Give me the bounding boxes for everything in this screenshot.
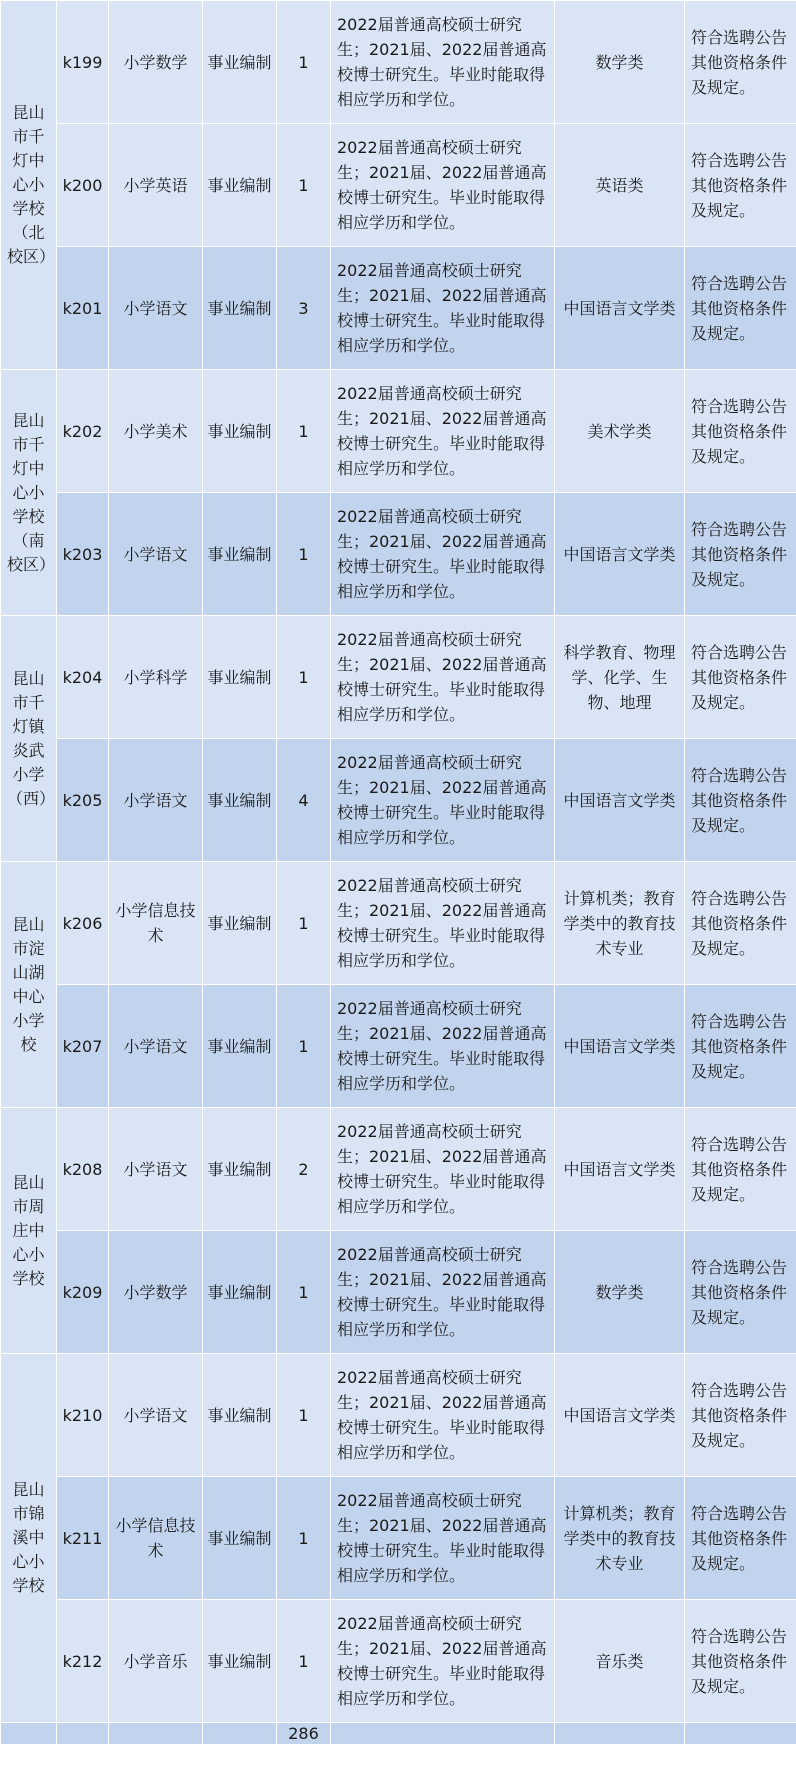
table-row xyxy=(1,1,796,124)
subject-cell: 小学数学 xyxy=(109,1231,203,1354)
education-requirement-cell: 2022届普通高校硕士研究生；2021届、2022届普通高校博士研究生。毕业时能取得相应学历和学位。 xyxy=(331,1600,555,1723)
staffing-type-cell: 事业编制 xyxy=(203,1108,277,1231)
table-row xyxy=(1,1231,796,1354)
other-conditions-cell: 符合选聘公告其他资格条件及规定。 xyxy=(685,493,796,616)
staffing-type-cell: 事业编制 xyxy=(203,1231,277,1354)
other-conditions-cell: 符合选聘公告其他资格条件及规定。 xyxy=(685,1354,796,1477)
education-requirement-cell: 2022届普通高校硕士研究生；2021届、2022届普通高校博士研究生。毕业时能取得相应学历和学位。 xyxy=(331,1,555,124)
staffing-type-cell: 事业编制 xyxy=(203,985,277,1108)
headcount-cell: 1 xyxy=(277,616,331,739)
position-code-cell: k207 xyxy=(57,985,109,1108)
school-name-cell: 昆山市千灯中心小学校（南校区） xyxy=(1,370,57,616)
headcount-cell: 1 xyxy=(277,370,331,493)
subject-cell: 小学语文 xyxy=(109,1354,203,1477)
subject-cell: 小学数学 xyxy=(109,1,203,124)
major-requirement-cell: 中国语言文学类 xyxy=(555,985,685,1108)
other-conditions-cell: 符合选聘公告其他资格条件及规定。 xyxy=(685,985,796,1108)
table-row xyxy=(1,985,796,1108)
education-requirement-cell: 2022届普通高校硕士研究生；2021届、2022届普通高校博士研究生。毕业时能取得相应学历和学位。 xyxy=(331,739,555,862)
staffing-type-cell: 事业编制 xyxy=(203,616,277,739)
education-requirement-cell: 2022届普通高校硕士研究生；2021届、2022届普通高校博士研究生。毕业时能取得相应学历和学位。 xyxy=(331,493,555,616)
headcount-cell: 1 xyxy=(277,862,331,985)
staffing-type-cell: 事业编制 xyxy=(203,1354,277,1477)
major-requirement-cell: 美术学类 xyxy=(555,370,685,493)
major-requirement-cell: 中国语言文学类 xyxy=(555,247,685,370)
total-empty-cell xyxy=(1,1723,57,1745)
table-row xyxy=(1,247,796,370)
other-conditions-cell: 符合选聘公告其他资格条件及规定。 xyxy=(685,1,796,124)
table-row xyxy=(1,1477,796,1600)
table-row xyxy=(1,1108,796,1231)
position-code-cell: k200 xyxy=(57,124,109,247)
headcount-cell: 1 xyxy=(277,985,331,1108)
staffing-type-cell: 事业编制 xyxy=(203,247,277,370)
major-requirement-cell: 科学教育、物理学、化学、生物、地理 xyxy=(555,616,685,739)
table-row xyxy=(1,370,796,493)
position-code-cell: k210 xyxy=(57,1354,109,1477)
position-code-cell: k203 xyxy=(57,493,109,616)
position-code-cell: k202 xyxy=(57,370,109,493)
headcount-cell: 1 xyxy=(277,1354,331,1477)
position-code-cell: k205 xyxy=(57,739,109,862)
subject-cell: 小学语文 xyxy=(109,247,203,370)
headcount-cell: 2 xyxy=(277,1108,331,1231)
school-name-cell: 昆山市千灯中心小学校（北校区） xyxy=(1,1,57,370)
headcount-cell: 1 xyxy=(277,1600,331,1723)
staffing-type-cell: 事业编制 xyxy=(203,862,277,985)
total-empty-cell xyxy=(57,1723,109,1745)
total-row xyxy=(1,1723,796,1745)
education-requirement-cell: 2022届普通高校硕士研究生；2021届、2022届普通高校博士研究生。毕业时能取得相应学历和学位。 xyxy=(331,616,555,739)
education-requirement-cell: 2022届普通高校硕士研究生；2021届、2022届普通高校博士研究生。毕业时能取得相应学历和学位。 xyxy=(331,1477,555,1600)
other-conditions-cell: 符合选聘公告其他资格条件及规定。 xyxy=(685,862,796,985)
school-name-cell: 昆山市淀山湖中心小学校 xyxy=(1,862,57,1108)
position-code-cell: k201 xyxy=(57,247,109,370)
position-code-cell: k206 xyxy=(57,862,109,985)
subject-cell: 小学语文 xyxy=(109,493,203,616)
subject-cell: 小学语文 xyxy=(109,1108,203,1231)
school-name-cell: 昆山市千灯镇炎武小学（西） xyxy=(1,616,57,862)
total-empty-cell xyxy=(109,1723,203,1745)
education-requirement-cell: 2022届普通高校硕士研究生；2021届、2022届普通高校博士研究生。毕业时能取得相应学历和学位。 xyxy=(331,1231,555,1354)
position-code-cell: k204 xyxy=(57,616,109,739)
other-conditions-cell: 符合选聘公告其他资格条件及规定。 xyxy=(685,1231,796,1354)
headcount-cell: 1 xyxy=(277,1477,331,1600)
other-conditions-cell: 符合选聘公告其他资格条件及规定。 xyxy=(685,1600,796,1723)
headcount-cell: 1 xyxy=(277,1231,331,1354)
major-requirement-cell: 数学类 xyxy=(555,1231,685,1354)
headcount-cell: 4 xyxy=(277,739,331,862)
education-requirement-cell: 2022届普通高校硕士研究生；2021届、2022届普通高校博士研究生。毕业时能取得相应学历和学位。 xyxy=(331,370,555,493)
major-requirement-cell: 中国语言文学类 xyxy=(555,739,685,862)
subject-cell: 小学音乐 xyxy=(109,1600,203,1723)
subject-cell: 小学语文 xyxy=(109,985,203,1108)
other-conditions-cell: 符合选聘公告其他资格条件及规定。 xyxy=(685,1108,796,1231)
other-conditions-cell: 符合选聘公告其他资格条件及规定。 xyxy=(685,370,796,493)
subject-cell: 小学信息技术 xyxy=(109,862,203,985)
total-headcount-cell: 286 xyxy=(277,1723,331,1745)
headcount-cell: 1 xyxy=(277,1,331,124)
major-requirement-cell: 中国语言文学类 xyxy=(555,1108,685,1231)
education-requirement-cell: 2022届普通高校硕士研究生；2021届、2022届普通高校博士研究生。毕业时能取得相应学历和学位。 xyxy=(331,124,555,247)
subject-cell: 小学科学 xyxy=(109,616,203,739)
headcount-cell: 3 xyxy=(277,247,331,370)
total-empty-cell xyxy=(203,1723,277,1745)
position-code-cell: k212 xyxy=(57,1600,109,1723)
position-code-cell: k209 xyxy=(57,1231,109,1354)
major-requirement-cell: 计算机类；教育学类中的教育技术专业 xyxy=(555,1477,685,1600)
staffing-type-cell: 事业编制 xyxy=(203,370,277,493)
education-requirement-cell: 2022届普通高校硕士研究生；2021届、2022届普通高校博士研究生。毕业时能取得相应学历和学位。 xyxy=(331,862,555,985)
table-row xyxy=(1,1354,796,1477)
staffing-type-cell: 事业编制 xyxy=(203,124,277,247)
total-empty-cell xyxy=(685,1723,796,1745)
subject-cell: 小学信息技术 xyxy=(109,1477,203,1600)
table-row xyxy=(1,739,796,862)
major-requirement-cell: 数学类 xyxy=(555,1,685,124)
staffing-type-cell: 事业编制 xyxy=(203,1,277,124)
major-requirement-cell: 英语类 xyxy=(555,124,685,247)
subject-cell: 小学英语 xyxy=(109,124,203,247)
subject-cell: 小学语文 xyxy=(109,739,203,862)
table-row xyxy=(1,124,796,247)
total-empty-cell xyxy=(555,1723,685,1745)
school-name-cell: 昆山市锦溪中心小学校 xyxy=(1,1354,57,1723)
table-row xyxy=(1,1600,796,1723)
total-empty-cell xyxy=(331,1723,555,1745)
staffing-type-cell: 事业编制 xyxy=(203,739,277,862)
major-requirement-cell: 音乐类 xyxy=(555,1600,685,1723)
subject-cell: 小学美术 xyxy=(109,370,203,493)
major-requirement-cell: 中国语言文学类 xyxy=(555,493,685,616)
education-requirement-cell: 2022届普通高校硕士研究生；2021届、2022届普通高校博士研究生。毕业时能取得相应学历和学位。 xyxy=(331,1108,555,1231)
staffing-type-cell: 事业编制 xyxy=(203,1600,277,1723)
table-body xyxy=(1,1,796,1745)
staffing-type-cell: 事业编制 xyxy=(203,493,277,616)
education-requirement-cell: 2022届普通高校硕士研究生；2021届、2022届普通高校博士研究生。毕业时能取得相应学历和学位。 xyxy=(331,247,555,370)
table-row xyxy=(1,862,796,985)
other-conditions-cell: 符合选聘公告其他资格条件及规定。 xyxy=(685,247,796,370)
table-row xyxy=(1,493,796,616)
position-code-cell: k211 xyxy=(57,1477,109,1600)
school-name-cell: 昆山市周庄中心小学校 xyxy=(1,1108,57,1354)
table-row xyxy=(1,616,796,739)
position-code-cell: k208 xyxy=(57,1108,109,1231)
education-requirement-cell: 2022届普通高校硕士研究生；2021届、2022届普通高校博士研究生。毕业时能取得相应学历和学位。 xyxy=(331,1354,555,1477)
staffing-type-cell: 事业编制 xyxy=(203,1477,277,1600)
other-conditions-cell: 符合选聘公告其他资格条件及规定。 xyxy=(685,1477,796,1600)
education-requirement-cell: 2022届普通高校硕士研究生；2021届、2022届普通高校博士研究生。毕业时能取得相应学历和学位。 xyxy=(331,985,555,1108)
other-conditions-cell: 符合选聘公告其他资格条件及规定。 xyxy=(685,616,796,739)
major-requirement-cell: 计算机类；教育学类中的教育技术专业 xyxy=(555,862,685,985)
other-conditions-cell: 符合选聘公告其他资格条件及规定。 xyxy=(685,739,796,862)
major-requirement-cell: 中国语言文学类 xyxy=(555,1354,685,1477)
headcount-cell: 1 xyxy=(277,493,331,616)
other-conditions-cell: 符合选聘公告其他资格条件及规定。 xyxy=(685,124,796,247)
position-code-cell: k199 xyxy=(57,1,109,124)
headcount-cell: 1 xyxy=(277,124,331,247)
